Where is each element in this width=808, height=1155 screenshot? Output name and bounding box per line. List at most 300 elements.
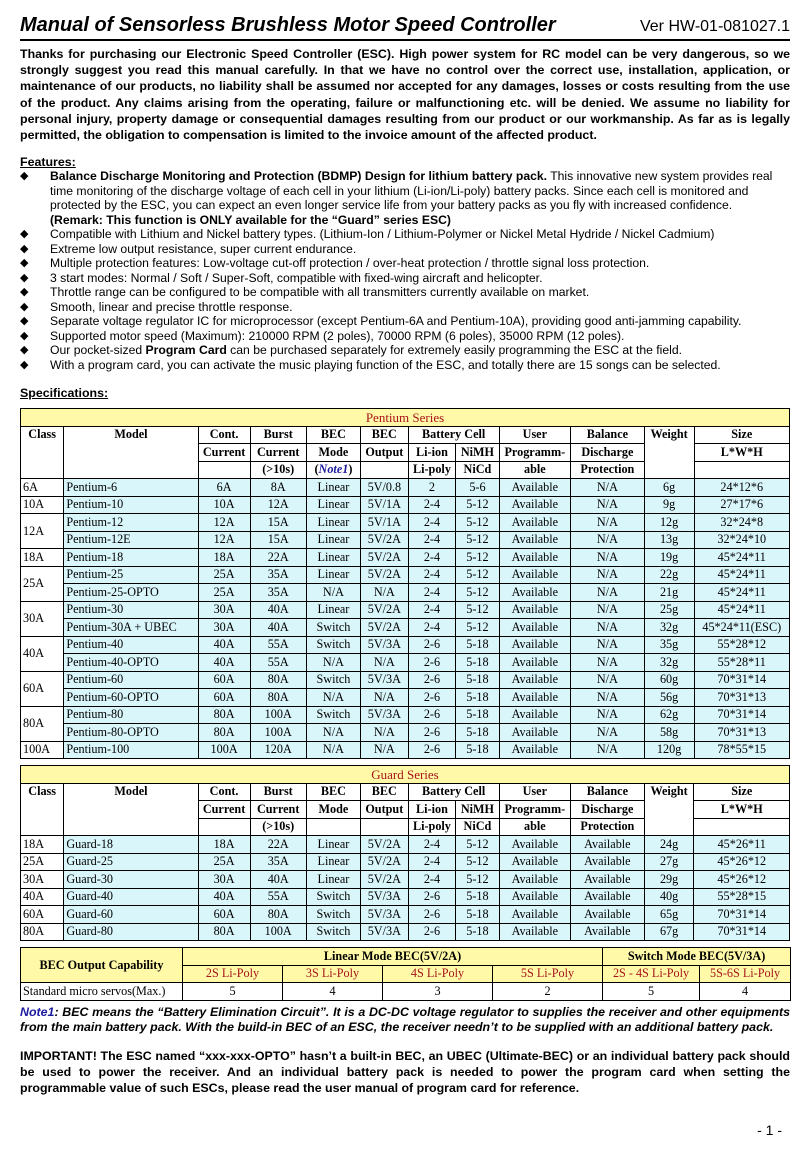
class-cell: 80A: [21, 923, 64, 941]
table-cell: 80A: [198, 724, 250, 742]
table-cell: Available: [571, 853, 645, 871]
column-header: L*W*H: [694, 444, 790, 462]
table-cell: 5V/3A: [360, 888, 408, 906]
table-cell: N/A: [306, 654, 360, 672]
table-cell: Available: [499, 836, 570, 854]
table-cell: 2-6: [408, 906, 456, 924]
bec-output-capability-table: [20, 947, 791, 1001]
table-cell: N/A: [361, 689, 409, 707]
table-cell: Pentium-80: [64, 706, 198, 724]
table-row: [21, 671, 790, 689]
document-title: Manual of Sensorless Brushless Motor Speed Controller: [20, 14, 556, 36]
table-cell: Available: [499, 654, 570, 672]
table-cell: Linear: [306, 836, 360, 854]
table-cell: Pentium-10: [64, 496, 198, 514]
feature-text: Extreme low output resistance, super current endurance.: [50, 241, 357, 256]
table-cell: N/A: [306, 724, 360, 742]
table-cell: 35A: [250, 566, 306, 584]
table-cell: 5V/2A: [361, 549, 409, 567]
feature-text: Our pocket-sized: [50, 343, 146, 358]
diamond-bullet-icon: ◆: [20, 242, 29, 255]
table-cell: 6A: [198, 479, 250, 497]
note1-ref: Note1: [318, 462, 349, 477]
table-cell: Switch: [306, 619, 360, 637]
table-cell: Linear: [306, 566, 360, 584]
class-cell: 12A: [21, 514, 64, 549]
table-cell: Linear: [306, 531, 360, 549]
column-header: able: [499, 818, 570, 836]
table-cell: 5V/0.8: [361, 479, 409, 497]
table-row: [21, 619, 790, 637]
column-header: NiCd: [456, 818, 499, 836]
table-cell: 120A: [250, 741, 306, 759]
table-cell: 5-18: [456, 923, 499, 941]
table-cell: 40A: [198, 888, 250, 906]
table-cell: 32*24*8: [694, 514, 790, 532]
class-cell: 18A: [21, 836, 64, 854]
diamond-bullet-icon: ◆: [20, 344, 29, 357]
table-cell: N/A: [571, 479, 645, 497]
column-header: Weight: [644, 426, 694, 479]
table-cell: 5-18: [456, 741, 499, 759]
table-cell: 5-12: [456, 619, 499, 637]
table-cell: 30A: [198, 619, 250, 637]
table-cell: 18A: [198, 549, 250, 567]
table-cell: 2-4: [408, 871, 456, 889]
table-cell: Pentium-12: [64, 514, 198, 532]
feature-item: [20, 329, 790, 344]
table-cell: 80A: [198, 706, 250, 724]
feature-text: Smooth, linear and precise throttle response.: [50, 299, 293, 314]
table-cell: 29g: [644, 871, 694, 889]
table-cell: Pentium-40: [64, 636, 198, 654]
table-cell: 5-12: [456, 496, 499, 514]
table-row: [21, 636, 790, 654]
table-row: [21, 871, 790, 889]
column-header: Class: [21, 426, 64, 479]
table-cell: 45*24*11: [694, 549, 790, 567]
bec-value: 2: [493, 983, 603, 1001]
table-row: [21, 906, 790, 924]
table-cell: 2: [408, 479, 456, 497]
diamond-bullet-icon: ◆: [20, 300, 29, 313]
table-cell: 5V/2A: [360, 836, 408, 854]
table-cell: 5-12: [456, 549, 499, 567]
table-cell: Guard-30: [64, 871, 198, 889]
table-cell: Available: [499, 706, 570, 724]
table-cell: Available: [499, 888, 570, 906]
table-row: [21, 654, 790, 672]
column-header: Weight: [644, 783, 694, 836]
table-cell: Linear: [306, 549, 360, 567]
column-header: Output: [360, 801, 408, 819]
table-cell: 35g: [644, 636, 694, 654]
feature-text: With a program card, you can activate the music playing function of the ESC, and totally there are 15 songs can be selected.: [50, 357, 721, 372]
table-cell: Pentium-60: [64, 671, 198, 689]
table-cell: N/A: [571, 636, 645, 654]
table-cell: N/A: [306, 689, 360, 707]
bdmp-title: Balance Discharge Monitoring and Protection (BDMP) Design for lithium battery pack.: [50, 169, 548, 184]
table-cell: Available: [499, 741, 570, 759]
table-cell: 2-6: [408, 741, 456, 759]
feature-text: Separate voltage regulator IC for microprocessor (except Pentium-6A and Pentium-10A), providing good anti-jamming capability.: [50, 314, 742, 329]
table-cell: 5V/3A: [361, 636, 409, 654]
feature-item: [20, 285, 790, 300]
column-header: BEC: [361, 426, 409, 444]
table-cell: 15A: [250, 531, 306, 549]
table-cell: Pentium-100: [64, 741, 198, 759]
table-cell: 15A: [250, 514, 306, 532]
table-cell: 5-18: [456, 636, 499, 654]
table-cell: 5-18: [456, 724, 499, 742]
diamond-bullet-icon: ◆: [20, 358, 29, 371]
column-header: User: [499, 783, 570, 801]
table-cell: Available: [499, 496, 570, 514]
column-header: Model: [64, 426, 198, 479]
table-cell: Pentium-12E: [64, 531, 198, 549]
table-cell: 70*31*14: [694, 706, 790, 724]
table-cell: 12A: [198, 514, 250, 532]
feature-item: [20, 227, 790, 242]
table-cell: N/A: [571, 549, 645, 567]
table-cell: 2-4: [408, 531, 456, 549]
manual-page: [20, 14, 790, 1096]
table-cell: 5-18: [456, 906, 499, 924]
table-cell: 35A: [250, 584, 306, 602]
table-row: [21, 531, 790, 549]
table-cell: 2-6: [408, 706, 456, 724]
table-cell: Available: [571, 888, 645, 906]
table-cell: Available: [571, 836, 645, 854]
column-header: (Note1): [306, 461, 360, 479]
table-cell: 24g: [644, 836, 694, 854]
table-cell: Linear: [306, 853, 360, 871]
table-cell: 13g: [644, 531, 694, 549]
table-cell: 5V/2A: [361, 601, 409, 619]
column-header: Protection: [571, 818, 645, 836]
table-row: [21, 584, 790, 602]
feature-text: 3 start modes: Normal / Soft / Super-Soft, compatible with fixed-wing aircraft and helicopter.: [50, 270, 543, 285]
table-cell: 9g: [644, 496, 694, 514]
table-cell: 5V/3A: [360, 906, 408, 924]
bec-subheader: 4S Li-Poly: [383, 965, 493, 983]
bec-row-label: Standard micro servos(Max.): [21, 983, 183, 1001]
table-cell: Linear: [306, 479, 360, 497]
table-cell: 40A: [198, 636, 250, 654]
column-header: L*W*H: [694, 801, 790, 819]
column-header: Size: [694, 426, 790, 444]
table-cell: 120g: [644, 741, 694, 759]
bec-value: 5: [603, 983, 700, 1001]
column-header: NiCd: [456, 461, 499, 479]
class-cell: 30A: [21, 601, 64, 636]
table-cell: 5-18: [456, 654, 499, 672]
table-cell: N/A: [571, 531, 645, 549]
table-cell: 35A: [250, 853, 306, 871]
table-cell: N/A: [571, 671, 645, 689]
class-cell: 80A: [21, 706, 64, 741]
table-cell: Available: [499, 636, 570, 654]
bdmp-remark: (Remark: This function is ONLY available for the “Guard” series ESC): [50, 212, 451, 227]
table-cell: Pentium-25-OPTO: [64, 584, 198, 602]
table-cell: Guard-18: [64, 836, 198, 854]
table-cell: Guard-40: [64, 888, 198, 906]
table-cell: 2-4: [408, 566, 456, 584]
table-cell: 32*24*10: [694, 531, 790, 549]
note1-paragraph: [20, 1005, 790, 1036]
table-cell: 45*24*11: [694, 601, 790, 619]
table-cell: 60g: [644, 671, 694, 689]
table-cell: Pentium-6: [64, 479, 198, 497]
feature-text: Compatible with Lithium and Nickel battery types. (Lithium-Ion / Lithium-Polymer or Nickel Metal Hydride / Nickel Cadmium): [50, 227, 715, 242]
table-cell: 5-18: [456, 706, 499, 724]
program-card-label: Program Card: [145, 343, 227, 358]
table-cell: Linear: [306, 496, 360, 514]
bec-value: 5: [183, 983, 283, 1001]
table-cell: 40A: [198, 654, 250, 672]
guard-series-table: [20, 765, 790, 941]
table-row: [21, 741, 790, 759]
diamond-bullet-icon: ◆: [20, 228, 29, 241]
table-cell: 2-4: [408, 549, 456, 567]
column-header: Mode: [306, 801, 360, 819]
table-cell: 55*28*12: [694, 636, 790, 654]
column-header: Output: [361, 444, 409, 462]
table-cell: N/A: [571, 689, 645, 707]
diamond-bullet-icon: ◆: [20, 271, 29, 284]
table-cell: 2-4: [408, 584, 456, 602]
table-cell: 22A: [250, 549, 306, 567]
table-cell: 55*28*15: [694, 888, 790, 906]
table-cell: 65g: [644, 906, 694, 924]
bdmp-text: This innovative new system provides real time monitoring of the discharge voltage of each cell in your lithium (Li-ion/Li-poly) battery packs. Since each cell is monitored and protected by the ESC, you can expect an even longer service life from your battery packs as you fly with increased confidence.: [50, 169, 773, 213]
table-cell: 12A: [250, 496, 306, 514]
table-cell: 2-6: [408, 689, 456, 707]
column-header: BEC: [360, 783, 408, 801]
table-cell: 45*26*12: [694, 871, 790, 889]
table-cell: 25A: [198, 853, 250, 871]
table-cell: 32g: [644, 654, 694, 672]
feature-item: [20, 271, 790, 286]
page-number: - 1 -: [757, 1122, 782, 1138]
table-cell: 45*26*12: [694, 853, 790, 871]
table-cell: Available: [499, 671, 570, 689]
table-cell: 5-12: [456, 871, 499, 889]
column-header: Burst: [250, 426, 306, 444]
column-header: Battery Cell: [408, 783, 499, 801]
class-cell: 40A: [21, 888, 64, 906]
table-cell: N/A: [571, 654, 645, 672]
table-row: [21, 514, 790, 532]
bec-subheader: 3S Li-Poly: [283, 965, 383, 983]
table-cell: 5V/3A: [360, 923, 408, 941]
table-cell: 10A: [198, 496, 250, 514]
feature-text: can be purchased separately for extremely easily programming the ESC at the field.: [226, 343, 683, 358]
note1-text: : BEC means the “Battery Elimination Circuit”. It is a DC-DC voltage regulator to supplies the receiver and other equipments from the main battery pack. With the build-in BEC of an ESC, the receiver needn’t to be supplied with an additional battery pack.: [20, 1004, 790, 1035]
class-cell: 60A: [21, 906, 64, 924]
diamond-bullet-icon: ◆: [20, 315, 29, 328]
table-cell: 2-4: [408, 601, 456, 619]
table-cell: 2-4: [408, 619, 456, 637]
table-row: [21, 566, 790, 584]
table-cell: 5-12: [456, 836, 499, 854]
column-header: Li-ion: [408, 801, 456, 819]
table-cell: 40A: [250, 619, 306, 637]
table-cell: 45*26*11: [694, 836, 790, 854]
table-cell: 2-6: [408, 888, 456, 906]
table-row: [21, 724, 790, 742]
table-cell: N/A: [571, 584, 645, 602]
table-row: [21, 706, 790, 724]
table-cell: Available: [499, 514, 570, 532]
table-cell: 60A: [198, 671, 250, 689]
table-cell: 67g: [644, 923, 694, 941]
class-cell: 30A: [21, 871, 64, 889]
table-row: [21, 888, 790, 906]
column-header: Current: [198, 801, 250, 819]
table-cell: 2-4: [408, 853, 456, 871]
bec-subheader: 2S Li-Poly: [183, 965, 283, 983]
table-cell: 5-18: [456, 689, 499, 707]
table-cell: N/A: [361, 741, 409, 759]
table-cell: 2-4: [408, 496, 456, 514]
table-cell: Linear: [306, 514, 360, 532]
table-cell: 6g: [644, 479, 694, 497]
column-header: NiMH: [456, 444, 499, 462]
column-header: Cont.: [198, 426, 250, 444]
table-cell: 80A: [250, 906, 306, 924]
column-header: Li-ion: [408, 444, 456, 462]
table-cell: Pentium-80-OPTO: [64, 724, 198, 742]
table-cell: N/A: [306, 741, 360, 759]
table-cell: 18A: [198, 836, 250, 854]
class-cell: 10A: [21, 496, 64, 514]
table-cell: 22A: [250, 836, 306, 854]
table-cell: 45*24*11(ESC): [694, 619, 790, 637]
table-row: [21, 853, 790, 871]
table-cell: 5V/2A: [361, 566, 409, 584]
column-header: (>10s): [250, 818, 306, 836]
table-cell: Available: [499, 689, 570, 707]
table-cell: Pentium-40-OPTO: [64, 654, 198, 672]
table-cell: 5-12: [456, 853, 499, 871]
features-heading: Features:: [20, 155, 76, 170]
column-header: Li-poly: [408, 818, 456, 836]
table-cell: 2-4: [408, 514, 456, 532]
class-cell: 60A: [21, 671, 64, 706]
table-row: [21, 923, 790, 941]
column-header: Protection: [571, 461, 645, 479]
class-cell: 25A: [21, 853, 64, 871]
important-paragraph: IMPORTANT! The ESC named “xxx-xxx-OPTO” hasn’t a built-in BEC, an UBEC (Ultimate-BEC) or an individual battery pack should be used to power the receiver. And an individual battery pack is needed to power the program card when setting the programmable value of such ESCs, please read the user manual of program card for reference.: [20, 1048, 790, 1096]
table-cell: 70*31*13: [694, 689, 790, 707]
table-cell: N/A: [571, 706, 645, 724]
column-header: Size: [694, 783, 790, 801]
table-cell: 45*24*11: [694, 566, 790, 584]
table-cell: Available: [571, 906, 645, 924]
specifications-heading: Specifications:: [20, 386, 109, 401]
bec-subheader: 5S Li-Poly: [493, 965, 603, 983]
features-list: [20, 169, 790, 372]
table-cell: 25A: [198, 566, 250, 584]
table-cell: Pentium-30A + UBEC: [64, 619, 198, 637]
feature-item: [20, 169, 790, 227]
table-cell: 27g: [644, 853, 694, 871]
feature-item: [20, 314, 790, 329]
table-cell: N/A: [571, 514, 645, 532]
diamond-bullet-icon: ◆: [20, 170, 29, 183]
table-row: [21, 601, 790, 619]
table-cell: Guard-25: [64, 853, 198, 871]
table-cell: 2-6: [408, 636, 456, 654]
column-header: Current: [250, 444, 306, 462]
series-title: Pentium Series: [21, 409, 790, 427]
table-cell: N/A: [361, 584, 409, 602]
table-cell: 5-12: [456, 584, 499, 602]
feature-item: [20, 358, 790, 373]
table-cell: 12g: [644, 514, 694, 532]
table-cell: Available: [571, 871, 645, 889]
switch-mode-header: Switch Mode BEC(5V/3A): [603, 948, 791, 966]
table-cell: 62g: [644, 706, 694, 724]
column-header: Balance: [571, 426, 645, 444]
table-cell: 55A: [250, 888, 306, 906]
table-cell: Available: [499, 601, 570, 619]
table-cell: 2-6: [408, 671, 456, 689]
table-cell: Available: [571, 923, 645, 941]
version-label: Ver HW-01-081027.1: [639, 18, 790, 35]
table-cell: N/A: [361, 654, 409, 672]
class-cell: 25A: [21, 566, 64, 601]
table-row: [21, 836, 790, 854]
table-cell: 5V/2A: [360, 871, 408, 889]
table-cell: 5V/2A: [361, 531, 409, 549]
column-header: (>10s): [250, 461, 306, 479]
table-cell: 45*24*11: [694, 584, 790, 602]
feature-item: [20, 300, 790, 315]
table-cell: 5-12: [456, 514, 499, 532]
table-cell: Available: [499, 549, 570, 567]
bec-capability-title: BEC Output Capability: [21, 948, 183, 983]
column-header: Class: [21, 783, 64, 836]
bec-value: 4: [283, 983, 383, 1001]
table-cell: 78*55*15: [694, 741, 790, 759]
table-cell: 5V/1A: [361, 496, 409, 514]
table-cell: 5-12: [456, 531, 499, 549]
table-cell: 2-6: [408, 654, 456, 672]
table-row: [21, 549, 790, 567]
bec-value: 4: [700, 983, 791, 1001]
table-cell: Pentium-30: [64, 601, 198, 619]
table-cell: 5V/2A: [360, 853, 408, 871]
series-title: Guard Series: [21, 766, 790, 784]
table-cell: 55A: [250, 636, 306, 654]
column-header: Balance: [571, 783, 645, 801]
table-cell: 5V/3A: [361, 671, 409, 689]
column-header: Discharge: [571, 444, 645, 462]
table-cell: 12A: [198, 531, 250, 549]
column-header: able: [499, 461, 570, 479]
table-cell: Guard-60: [64, 906, 198, 924]
column-header: Current: [198, 444, 250, 462]
table-cell: 55*28*11: [694, 654, 790, 672]
table-cell: Linear: [306, 871, 360, 889]
table-cell: Available: [499, 479, 570, 497]
table-cell: N/A: [571, 741, 645, 759]
table-cell: Linear: [306, 601, 360, 619]
table-cell: Available: [499, 853, 570, 871]
table-cell: Switch: [306, 636, 360, 654]
